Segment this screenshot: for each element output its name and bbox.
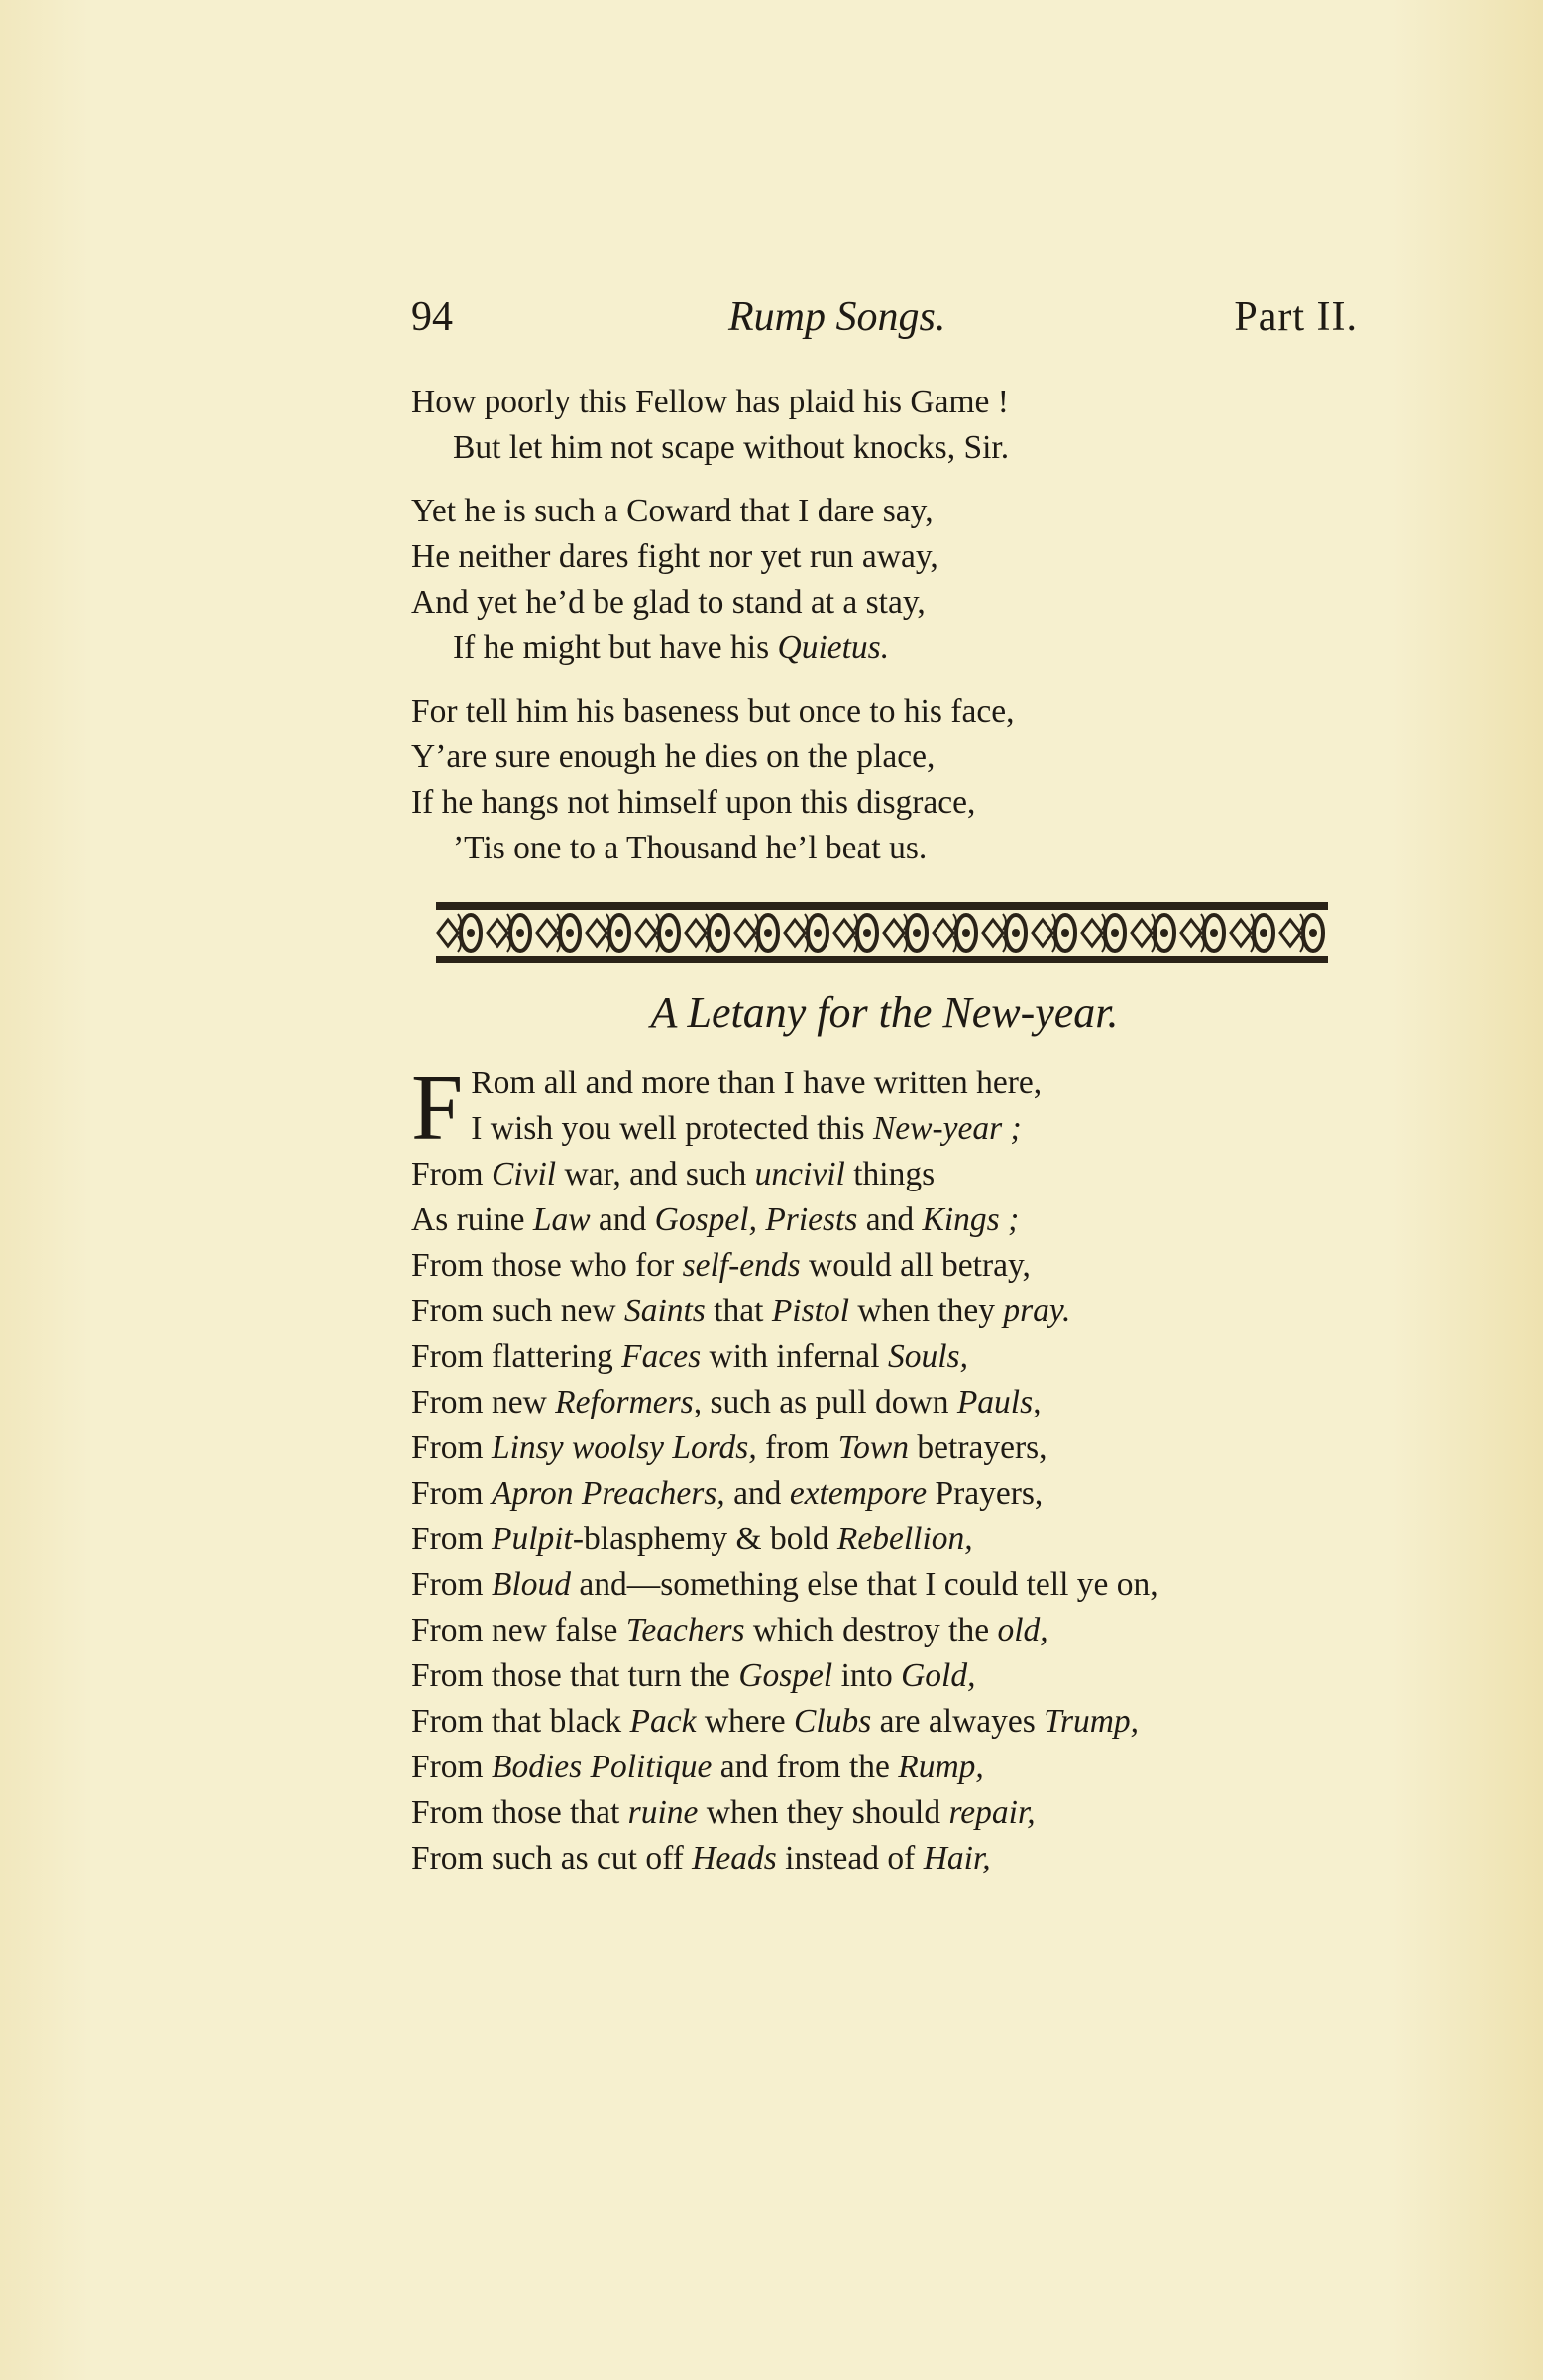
- line-text: From such as cut off: [411, 1840, 693, 1876]
- line-text: How poorly this Fellow has plaid his Game !: [411, 384, 1009, 420]
- verse-line: [411, 425, 1382, 471]
- verse-line: [411, 625, 1382, 671]
- line-text: From new: [411, 1384, 556, 1420]
- line-text: From: [411, 1566, 492, 1603]
- line-text: when they: [849, 1293, 1004, 1329]
- line-italic: Heads: [692, 1840, 777, 1876]
- line-text: From: [411, 1156, 492, 1192]
- poem-title: A Letany for the New-year.: [650, 988, 1119, 1037]
- verse-line: [411, 735, 1382, 780]
- line-italic: Saints: [623, 1293, 706, 1329]
- line-text: From: [411, 1749, 492, 1785]
- line-text: I wish you well protected this: [471, 1110, 873, 1147]
- litany-line: [411, 1699, 1402, 1745]
- line-italic: Rebellion,: [836, 1521, 973, 1557]
- line-text: As ruine: [411, 1201, 533, 1238]
- line-italic: Pulpit: [491, 1521, 573, 1557]
- line-italic: extempore: [789, 1475, 928, 1512]
- verse-line: [411, 534, 1382, 580]
- verse-line: [411, 489, 1382, 534]
- line-text: From that black: [411, 1703, 630, 1740]
- line-italic: Gospel, Priests: [654, 1201, 858, 1238]
- line-text: If he hangs not himself upon this disgrace,: [411, 784, 976, 821]
- litany-line: [411, 1836, 1402, 1881]
- poem-continuation: [411, 380, 1382, 889]
- line-italic: Pack: [629, 1703, 697, 1740]
- line-italic: old,: [997, 1612, 1048, 1648]
- line-text: But let him not scape without knocks, Sir.: [453, 429, 1010, 466]
- litany-line: [411, 1562, 1402, 1608]
- litany-poem: [411, 1061, 1402, 1881]
- line-italic: uncivil: [754, 1156, 845, 1192]
- line-italic: Linsy woolsy Lords,: [491, 1429, 757, 1466]
- line-italic: Rump,: [898, 1749, 984, 1785]
- line-italic: Trump,: [1044, 1703, 1140, 1740]
- litany-line: [411, 1289, 1402, 1334]
- litany-line: [411, 1790, 1402, 1836]
- line-italic: self-ends: [682, 1247, 801, 1284]
- verse-line: [411, 580, 1382, 625]
- line-text: betrayers,: [909, 1429, 1047, 1466]
- line-italic: Clubs: [794, 1703, 872, 1740]
- line-italic: Bodies Politique: [491, 1749, 713, 1785]
- line-text: war, and such: [556, 1156, 755, 1192]
- line-italic: Faces: [621, 1338, 702, 1375]
- line-text: instead of: [776, 1840, 924, 1876]
- line-text: From: [411, 1475, 492, 1512]
- line-text: And yet he’d be glad to stand at a stay,: [411, 584, 926, 621]
- line-text: when they should: [698, 1794, 949, 1831]
- opening-lines: [411, 1061, 1402, 1152]
- line-italic: ruine: [627, 1794, 699, 1831]
- line-text: with infernal: [701, 1338, 888, 1375]
- line-text: things: [844, 1156, 936, 1192]
- line-italic: Pistol: [771, 1293, 850, 1329]
- drop-cap: F: [411, 1061, 464, 1152]
- line-text: -blasphemy & bold: [572, 1521, 837, 1557]
- line-text: From those who for: [411, 1247, 683, 1284]
- litany-line: [411, 1425, 1402, 1471]
- line-text: From: [411, 1429, 492, 1466]
- litany-line: [411, 1471, 1402, 1517]
- line-text: where: [696, 1703, 795, 1740]
- verse-line: [411, 826, 1382, 871]
- line-italic: Kings ;: [922, 1201, 1020, 1238]
- litany-line: [411, 1653, 1402, 1699]
- line-text: Yet he is such a Coward that I dare say,: [411, 493, 934, 529]
- line-text: and: [724, 1475, 790, 1512]
- line-text: Y’are sure enough he dies on the place,: [411, 738, 936, 775]
- litany-line: Rom all and more than I have written here,: [471, 1065, 1043, 1101]
- line-text: From such new: [411, 1293, 624, 1329]
- litany-line: [411, 1380, 1402, 1425]
- stanza: [411, 380, 1382, 471]
- litany-lines: [411, 1152, 1402, 1881]
- line-text: From those that: [411, 1794, 628, 1831]
- verse-line: [411, 689, 1382, 735]
- line-italic: Town: [837, 1429, 910, 1466]
- line-text: which destroy the: [744, 1612, 998, 1648]
- stanza: [411, 689, 1382, 871]
- line-text: are alwayes: [871, 1703, 1045, 1740]
- page-number: 94: [411, 294, 453, 340]
- line-italic: New-year ;: [872, 1110, 1022, 1147]
- line-italic: Hair,: [923, 1840, 991, 1876]
- litany-line: [411, 1334, 1402, 1380]
- line-italic: Bloud: [491, 1566, 572, 1603]
- verse-line: [411, 780, 1382, 826]
- line-text: From those that turn the: [411, 1657, 739, 1694]
- part-label: Part II.: [1234, 294, 1358, 340]
- litany-line: [411, 1243, 1402, 1289]
- line-text: He neither dares fight nor yet run away,: [411, 538, 938, 575]
- line-italic: Teachers: [625, 1612, 745, 1648]
- line-italic: pray.: [1003, 1293, 1071, 1329]
- line-text: and: [590, 1201, 655, 1238]
- line-text: and—something else that I could tell ye on,: [571, 1566, 1158, 1603]
- line-text: into: [832, 1657, 902, 1694]
- ornamental-band: [436, 902, 1328, 963]
- line-text: ’Tis one to a Thousand he’l beat us.: [453, 830, 928, 866]
- line-italic: Quietus.: [777, 629, 890, 666]
- line-italic: Apron Preachers,: [491, 1475, 725, 1512]
- line-text: For tell him his baseness but once to his face,: [411, 693, 1015, 730]
- litany-line: [411, 1152, 1402, 1197]
- litany-line: [411, 1517, 1402, 1562]
- line-text: From: [411, 1521, 492, 1557]
- line-text: such as pull down: [702, 1384, 957, 1420]
- line-text: from: [756, 1429, 838, 1466]
- page-header: [411, 293, 1358, 353]
- verse-line: [411, 380, 1382, 425]
- line-text: would all betray,: [800, 1247, 1031, 1284]
- line-italic: Souls,: [887, 1338, 968, 1375]
- running-title: Rump Songs.: [728, 294, 946, 340]
- line-text: and from the: [712, 1749, 899, 1785]
- litany-line: [411, 1197, 1402, 1243]
- line-text: From flattering: [411, 1338, 622, 1375]
- line-italic: Civil: [491, 1156, 557, 1192]
- line-italic: repair,: [948, 1794, 1036, 1831]
- line-italic: Gospel: [738, 1657, 833, 1694]
- line-italic: Reformers,: [555, 1384, 703, 1420]
- line-italic: Pauls,: [956, 1384, 1042, 1420]
- line-text: and: [857, 1201, 923, 1238]
- litany-line: [411, 1106, 1402, 1152]
- line-text: that: [705, 1293, 772, 1329]
- stanza: [411, 489, 1382, 671]
- line-italic: Gold,: [901, 1657, 976, 1694]
- line-text: If he might but have his: [453, 629, 778, 666]
- litany-line: [411, 1608, 1402, 1653]
- line-italic: Law: [532, 1201, 591, 1238]
- line-text: Prayers,: [927, 1475, 1044, 1512]
- litany-line: [411, 1745, 1402, 1790]
- line-text: From new false: [411, 1612, 626, 1648]
